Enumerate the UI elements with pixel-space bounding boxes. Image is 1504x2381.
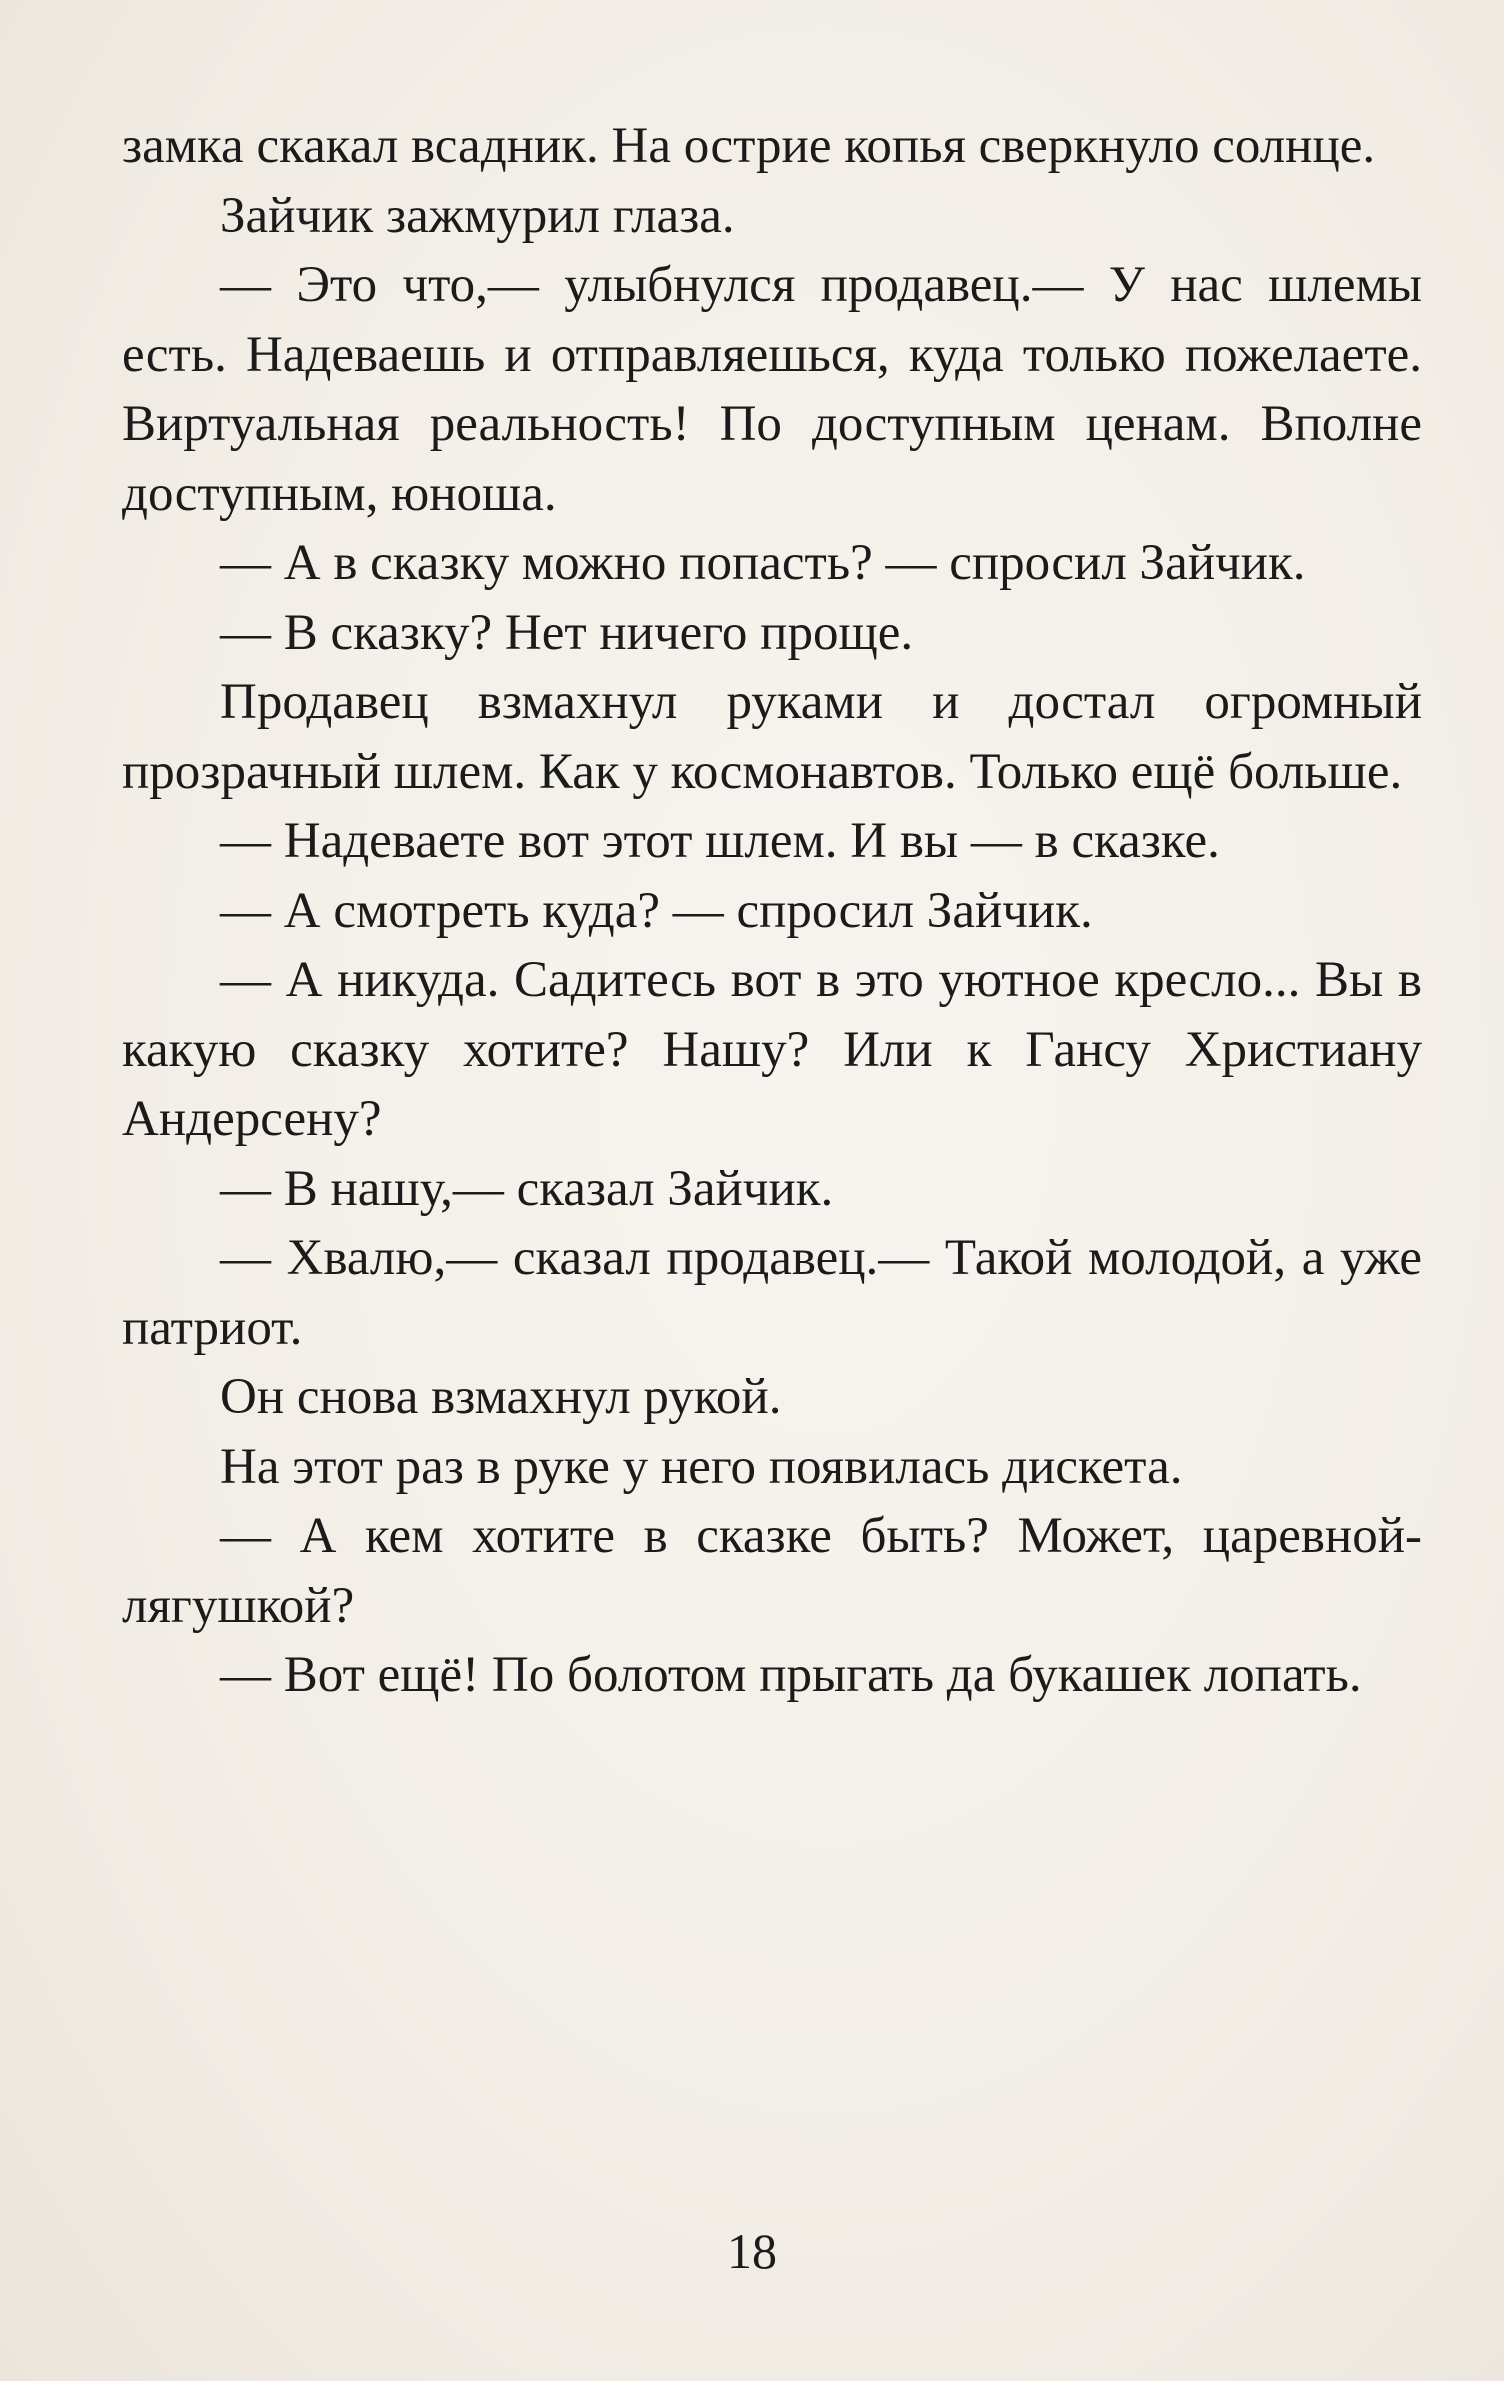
paragraph-9: — А никуда. Садитесь вот в это уютное кресло... Вы в какую сказку хотите? Нашу? Или к Гансу Христиану Андерсену? <box>122 952 1422 1147</box>
paragraph-13: На этот раз в руке у него появилась дискета. <box>220 1438 1183 1495</box>
paragraph-10: — В нашу,— сказал Зайчик. <box>220 1160 834 1217</box>
paragraph-15: — Вот ещё! По болотом прыгать да букашек лопать. <box>220 1647 1362 1703</box>
paragraph-14: — А кем хотите в сказке быть? Может, царевной-лягушкой? <box>122 1508 1422 1634</box>
paragraph-4: — А в сказку можно попасть? — спросил Зайчик. <box>220 535 1306 591</box>
paragraph-11: — Хвалю,— сказал продавец.— Такой молодой, а уже патриот. <box>122 1230 1422 1356</box>
paragraph-8: — А смотреть куда? — спросил Зайчик. <box>220 882 1093 939</box>
paragraph-6: Продавец взмахнул руками и достал огромный прозрачный шлем. Как у космонавтов. Только ещё больше. <box>122 674 1422 800</box>
page-number: 18 <box>727 2223 777 2279</box>
paragraph-7: — Надеваете вот этот шлем. И вы — в сказке. <box>220 813 1220 869</box>
paragraph-2: Зайчик зажмурил глаза. <box>220 187 735 244</box>
paragraph-3: — Это что,— улыбнулся продавец.— У нас шлемы есть. Надеваешь и отправляешься, куда только пожелаете. Виртуальная реальность! По доступным ценам. Вполне доступным, юноша. <box>122 257 1422 522</box>
paragraph-5: — В сказку? Нет ничего проще. <box>220 604 914 661</box>
paragraph-1: замка скакал всадник. На острие копья сверкнуло солнце. <box>122 118 1376 174</box>
page-text <box>122 112 1422 1711</box>
paragraph-12: Он снова взмахнул рукой. <box>220 1369 782 1425</box>
